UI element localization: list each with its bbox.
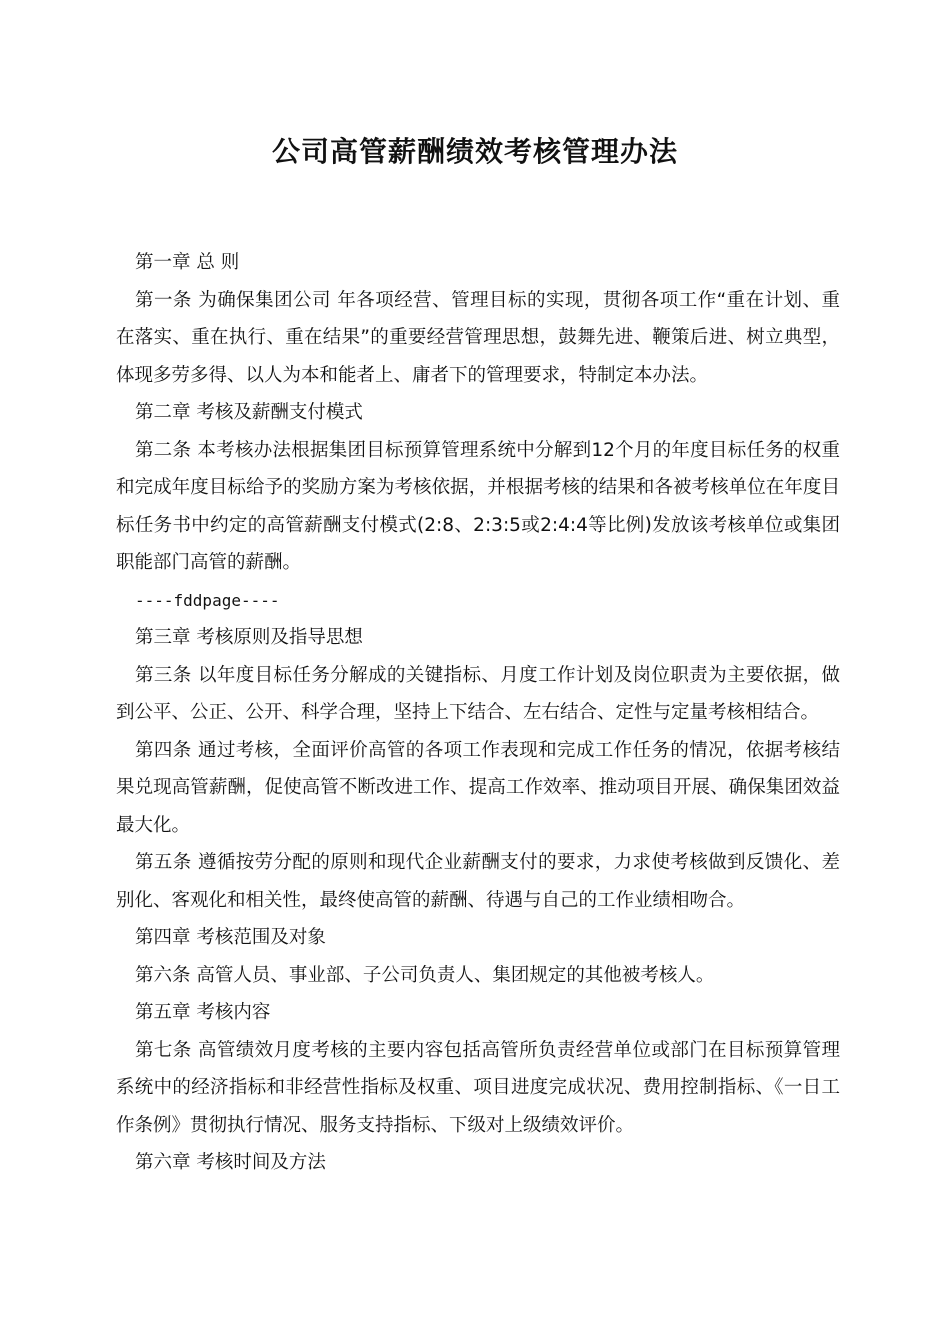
chapter-heading: 第一章 总 则 <box>135 252 240 273</box>
chapter-heading: 第三章 考核原则及指导思想 <box>135 627 363 648</box>
document-title: 公司高管薪酬绩效考核管理办法 <box>271 135 678 168</box>
article-paragraph: 第五条 遵循按劳分配的原则和现代企业薪酬支付的要求，力求使考核做到反馈化、差别化、客观化和相关性，最终使高管的薪酬、待遇与自己的工作业绩相吻合。 <box>116 852 840 911</box>
chapter-heading: 第二章 考核及薪酬支付模式 <box>135 402 363 423</box>
document-body <box>116 244 840 1182</box>
article-paragraph: 第六条 高管人员、事业部、子公司负责人、集团规定的其他被考核人。 <box>135 964 715 986</box>
page-separator: ----fddpage---- <box>135 590 280 610</box>
chapter-heading: 第五章 考核内容 <box>135 1002 271 1023</box>
article-paragraph: 第四条 通过考核，全面评价高管的各项工作表现和完成工作任务的情况，依据考核结果兑现高管薪酬，促使高管不断改进工作、提高工作效率、推动项目开展、确保集团效益最大化。 <box>116 739 840 836</box>
article-paragraph: 第七条 高管绩效月度考核的主要内容包括高管所负责经营单位或部门在目标预算管理系统中的经济指标和非经营性指标及权重、项目进度完成状况、费用控制指标、《一日工作条例》贯彻执行情况、服务支持指标、下级对上级绩效评价。 <box>116 1039 840 1136</box>
chapter-heading: 第六章 考核时间及方法 <box>135 1152 326 1173</box>
chapter-heading: 第四章 考核范围及对象 <box>135 927 326 948</box>
article-paragraph: 第一条 为确保集团公司 年各项经营、管理目标的实现，贯彻各项工作“重在计划、重在落实、重在执行、重在结果”的重要经营管理思想，鼓舞先进、鞭策后进、树立典型，体现多劳多得、以人为本和能者上、庸者下的管理要求，特制定本办法。 <box>116 289 840 386</box>
article-paragraph: 第三条 以年度目标任务分解成的关键指标、月度工作计划及岗位职责为主要依据，做到公平、公正、公开、科学合理，坚持上下结合、左右结合、定性与定量考核相结合。 <box>116 664 840 723</box>
article-paragraph: 第二条 本考核办法根据集团目标预算管理系统中分解到12个月的年度目标任务的权重和完成年度目标给予的奖励方案为考核依据，并根据考核的结果和各被考核单位在年度目标任务书中约定的高管薪酬支付模式(2:8、2:3:5或2:4:4等比例)发放该考核单位或集团职能部门高管的薪酬。 <box>116 439 840 573</box>
